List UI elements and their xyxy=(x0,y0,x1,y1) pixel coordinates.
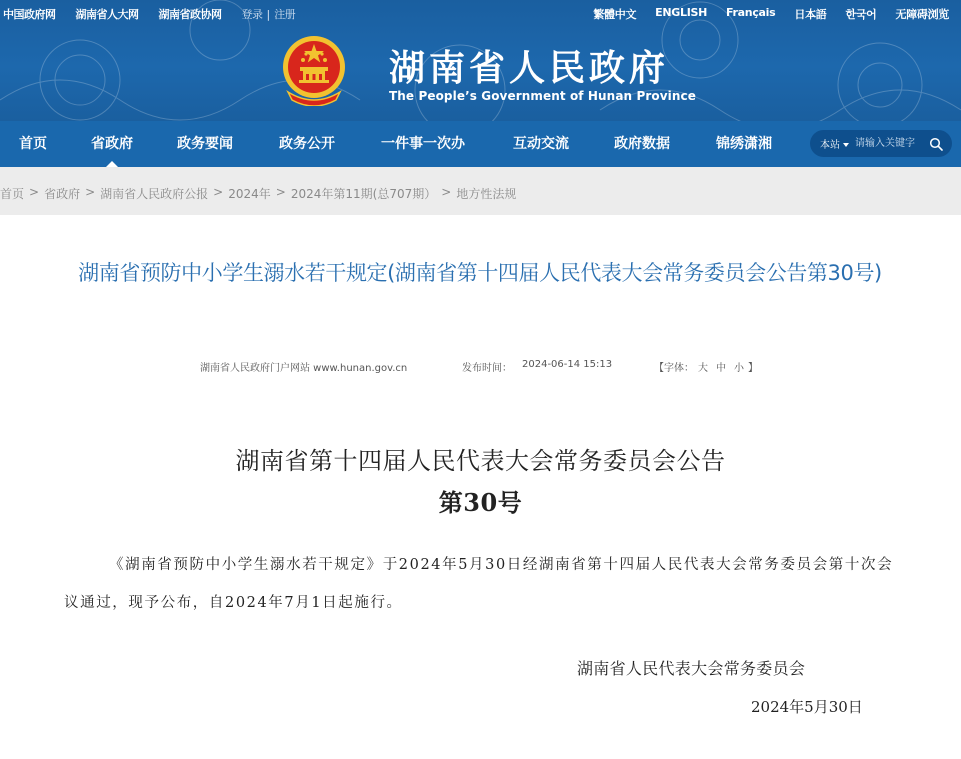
language-links xyxy=(574,6,949,22)
breadcrumb xyxy=(0,185,516,202)
nav-item-label: 政府数据 xyxy=(614,136,670,152)
nav-item-label: 首页 xyxy=(19,136,47,152)
register-link[interactable]: 注册 xyxy=(274,8,296,21)
nav-item-label: 政务公开 xyxy=(279,136,335,152)
article-title: 湖南省预防中小学生溺水若干规定(湖南省第十四届人民代表大会常务委员会公告第30号) xyxy=(78,261,882,285)
font-size-large[interactable]: 大 xyxy=(698,363,708,374)
nav-item-label: 锦绣潇湘 xyxy=(716,136,772,152)
nav-item-home[interactable] xyxy=(19,121,47,167)
font-size-prefix: 【字体： xyxy=(654,363,694,374)
lang-japanese[interactable]: 日本語 xyxy=(794,8,827,21)
breadcrumb-issue[interactable]: 2024年第11期(总707期） xyxy=(290,187,437,201)
breadcrumb-separator: > xyxy=(85,185,96,199)
site-subtitle: The People’s Government of Hunan Province xyxy=(389,89,696,103)
nav-item-label: 互动交流 xyxy=(513,136,569,152)
nav-item-gov-data[interactable] xyxy=(614,121,670,167)
national-emblem-icon xyxy=(280,34,348,106)
nav-item-label: 政务要闻 xyxy=(177,136,233,152)
breadcrumb-separator: > xyxy=(29,185,40,199)
font-size-small[interactable]: 小 xyxy=(734,363,744,374)
link-hunan-npc[interactable]: 湖南省人大网 xyxy=(75,8,139,21)
nav-item-xiaoxiang[interactable] xyxy=(716,121,772,167)
breadcrumb-local-regulations[interactable]: 地方性法规 xyxy=(456,187,517,201)
nav-item-label: 省政府 xyxy=(91,136,133,152)
publish-time: 2024-06-14 15:13 xyxy=(522,359,613,370)
link-hunan-cppcc[interactable]: 湖南省政协网 xyxy=(158,8,222,21)
doc-date: 2024年5月30日 xyxy=(751,698,863,716)
breadcrumb-province-gov[interactable]: 省政府 xyxy=(44,187,81,201)
doc-heading-line1: 湖南省第十四届人民代表大会常务委员会公告 xyxy=(235,447,726,475)
site-header xyxy=(0,0,961,121)
lang-english[interactable]: ENGLISH xyxy=(655,6,708,19)
search-icon[interactable] xyxy=(929,137,943,151)
article-source: 湖南省人民政府门户网站 www.hunan.gov.cn xyxy=(200,363,408,374)
lang-french[interactable]: Français xyxy=(726,6,776,19)
doc-signature: 湖南省人民代表大会常务委员会 xyxy=(577,659,806,678)
font-size-control xyxy=(654,359,758,374)
nav-item-label: 一件事一次办 xyxy=(381,136,465,152)
search-scope-select[interactable] xyxy=(820,136,849,151)
breadcrumb-separator: > xyxy=(275,185,286,199)
breadcrumb-home[interactable]: 首页 xyxy=(0,187,25,201)
font-size-medium[interactable]: 中 xyxy=(716,363,726,374)
article-container xyxy=(0,215,961,759)
nav-item-one-thing[interactable] xyxy=(381,121,465,167)
lang-korean[interactable]: 한국어 xyxy=(845,8,877,21)
breadcrumb-bar xyxy=(0,167,961,215)
font-size-suffix: 】 xyxy=(748,363,758,374)
nav-item-interaction[interactable] xyxy=(513,121,569,167)
link-gov-cn[interactable]: 中国政府网 xyxy=(3,8,56,21)
site-search xyxy=(810,130,952,157)
nav-item-gov-news[interactable] xyxy=(177,121,233,167)
breadcrumb-gazette[interactable]: 湖南省人民政府公报 xyxy=(100,187,209,201)
doc-heading-line2: 第30号 xyxy=(438,488,523,517)
login-separator: | xyxy=(266,7,271,21)
breadcrumb-year[interactable]: 2024年 xyxy=(228,187,271,201)
nav-item-gov-affairs[interactable] xyxy=(279,121,335,167)
doc-body: 《湖南省预防中小学生溺水若干规定》于2024年5月30日经湖南省第十四届人民代表大会常务委员会第十次会议通过，现予公布，自2024年7月1日起施行。 xyxy=(64,557,894,611)
publish-label: 发布时间： xyxy=(462,363,512,374)
search-input[interactable] xyxy=(855,134,927,154)
chevron-down-icon xyxy=(843,143,849,147)
login-link[interactable]: 登录 xyxy=(241,8,263,21)
top-bar xyxy=(0,0,961,26)
breadcrumb-separator: > xyxy=(213,185,224,199)
nav-item-province-gov[interactable] xyxy=(91,121,133,167)
lang-traditional-chinese[interactable]: 繁體中文 xyxy=(593,8,637,21)
search-scope-label: 本站 xyxy=(820,140,840,151)
accessibility-link[interactable]: 无障碍浏览 xyxy=(895,8,949,21)
top-links-left xyxy=(3,6,295,22)
site-title: 湖南省人民政府 xyxy=(389,47,670,89)
breadcrumb-separator: > xyxy=(441,185,452,199)
